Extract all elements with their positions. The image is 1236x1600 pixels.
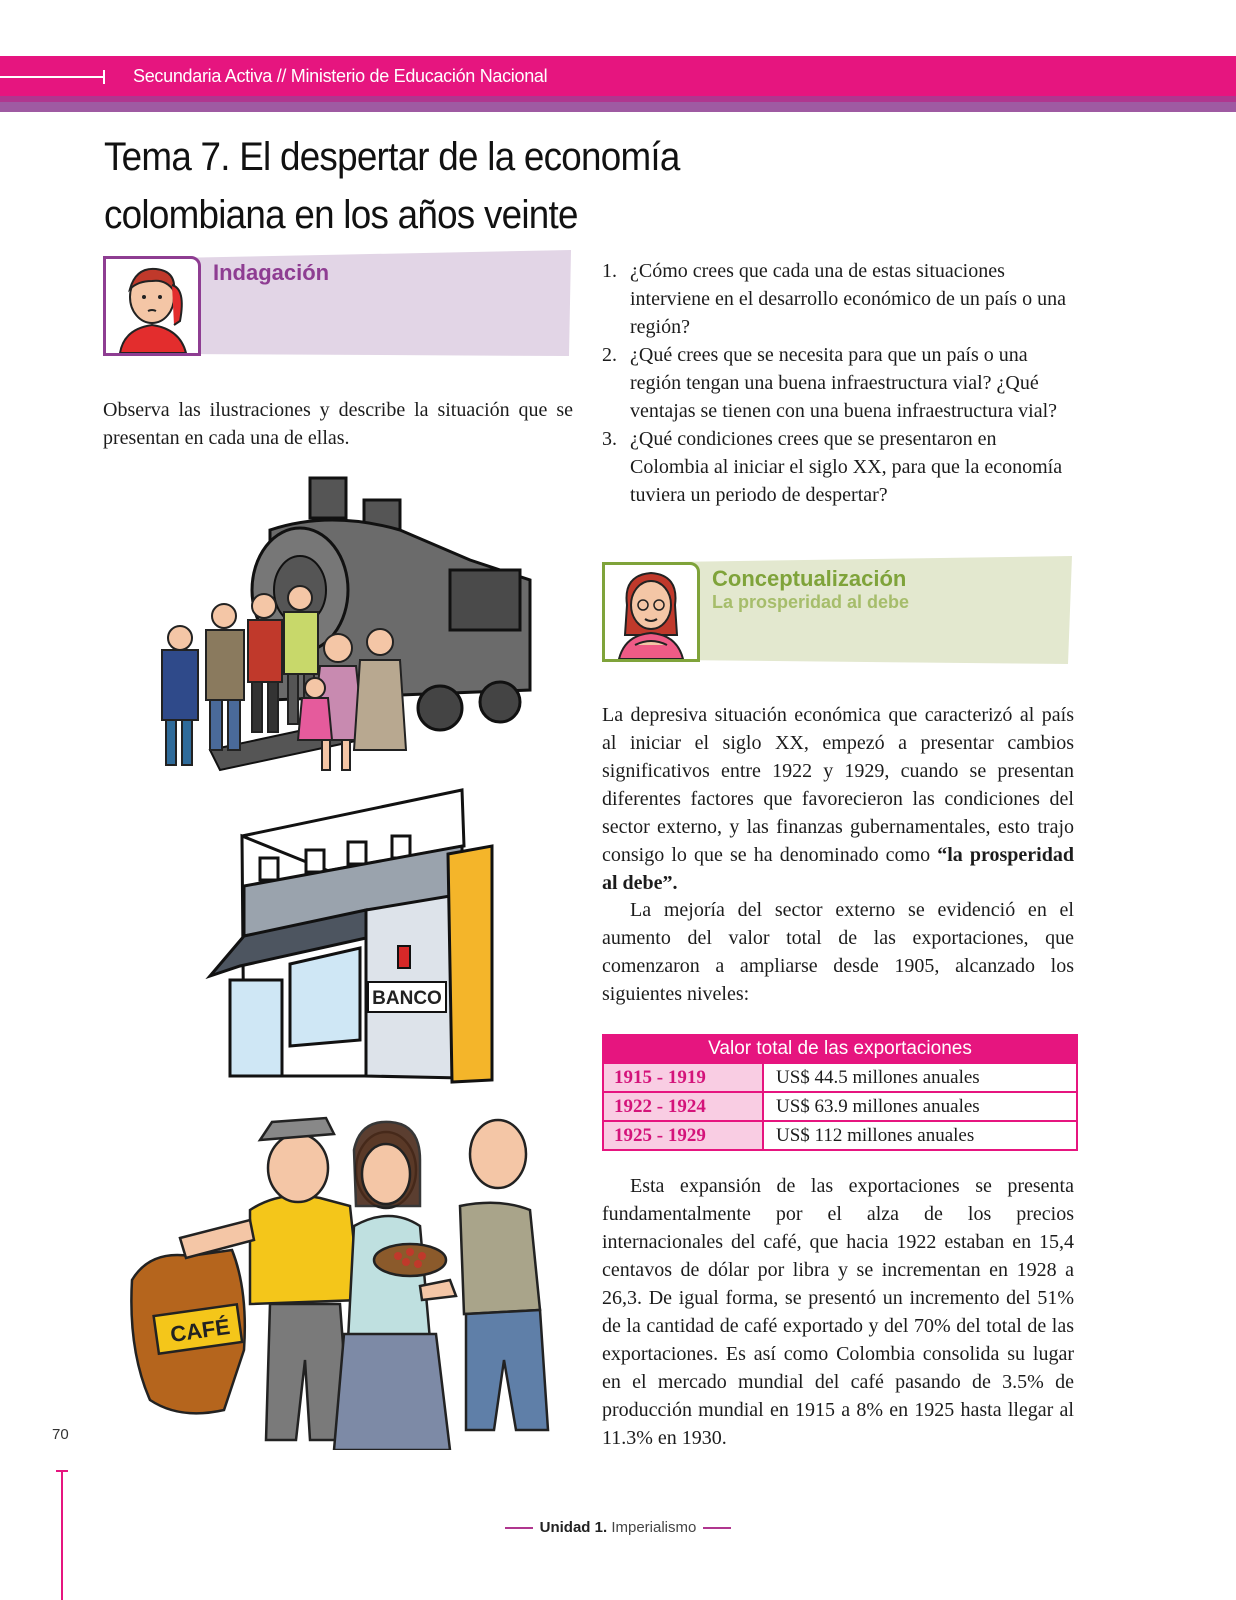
table-row bbox=[604, 1120, 1076, 1149]
questions-list bbox=[602, 257, 1076, 509]
intro-text: Observa las ilustraciones y describe la situación que se presentan en cada una de ellas. bbox=[103, 399, 573, 449]
table-header: Valor total de las exportaciones bbox=[604, 1036, 1076, 1062]
table-row bbox=[604, 1062, 1076, 1091]
bank-sign: BANCO bbox=[372, 988, 442, 1009]
paragraph-2: La mejoría del sector externo se evidenció en el aumento del valor total de las exportaciones, que comenzaron a ampliarse desde 1905, alcanzado los siguientes niveles: bbox=[602, 899, 1074, 1005]
question-item bbox=[602, 257, 1076, 341]
title-line-1: Tema 7. El despertar de la economía bbox=[104, 135, 680, 179]
table-cell-value: US$ 44.5 millones anuales bbox=[776, 1067, 980, 1088]
coffee-illustration bbox=[120, 1110, 560, 1450]
header-text: Secundaria Activa // Ministerio de Educación Nacional bbox=[133, 66, 548, 86]
paragraph-3: Esta expansión de las exportaciones se presenta fundamentalmente por el alza de los precios internacionales del café, que hacia 1922 estaban en 15,4 centavos de dólar por libra y se incrementan en 1928 a 26,3. De igual forma, se presentó un incremento del 51% de la cantidad de café exportado y del 70% del total de las exportaciones. Es así como Colombia consolida su lugar en el mercado mundial del café pasando de 3.5% de producción mundial en 1915 a 8% en 1925 hasta llegar al 11.3% en 1930. bbox=[602, 1175, 1074, 1449]
table-row bbox=[604, 1091, 1076, 1120]
page-number: 70 bbox=[52, 1426, 69, 1443]
question-item bbox=[602, 341, 1076, 425]
conceptualizacion-box bbox=[602, 554, 1074, 666]
header-bar bbox=[0, 56, 1236, 96]
question-number: 1. bbox=[602, 260, 617, 282]
table-cell-period: 1915 - 1919 bbox=[604, 1064, 764, 1091]
teacher-woman-icon bbox=[605, 565, 697, 659]
indagacion-avatar bbox=[103, 256, 201, 356]
question-item bbox=[602, 425, 1076, 509]
question-text: ¿Qué condiciones crees que se presentaron en Colombia al iniciar el siglo XX, para que la economía tuviera un periodo de despertar? bbox=[630, 428, 1063, 506]
header-tick bbox=[103, 70, 105, 84]
table-cell-value: US$ 112 millones anuales bbox=[776, 1125, 975, 1146]
table-cell-value: US$ 63.9 millones anuales bbox=[776, 1096, 980, 1117]
title-line-2: colombiana en los años veinte bbox=[104, 193, 578, 237]
coffee-sack-label: CAFÉ bbox=[168, 1313, 232, 1348]
footer-rule-right bbox=[703, 1527, 731, 1529]
question-number: 3. bbox=[602, 428, 617, 450]
thinking-boy-icon bbox=[106, 259, 198, 353]
paragraph-1-bold: “la prosperidad al debe”. bbox=[602, 844, 1074, 894]
footer-rule-left bbox=[505, 1527, 533, 1529]
footer-subject: Imperialismo bbox=[611, 1519, 697, 1536]
header-rule bbox=[0, 76, 104, 78]
conceptualizacion-label: Conceptualización bbox=[712, 566, 907, 591]
footer-unit: Unidad 1. bbox=[539, 1519, 608, 1536]
conceptualizacion-subtitle: La prosperidad al debe bbox=[712, 592, 910, 612]
train-illustration bbox=[150, 470, 540, 780]
question-text: ¿Cómo crees que cada una de estas situaciones interviene en el desarrollo económico de un país o una región? bbox=[630, 260, 1066, 338]
question-text: ¿Qué crees que se necesita para que un país o una región tengan una buena infraestructura vial? ¿Qué ventajas se tienen con una buena infraestructura vial? bbox=[630, 344, 1058, 422]
indagacion-label: Indagación bbox=[213, 260, 330, 285]
conceptualizacion-avatar bbox=[602, 562, 700, 662]
question-number: 2. bbox=[602, 344, 617, 366]
paragraph-1-text: La depresiva situación económica que caracterizó al país al iniciar el siglo XX, empezó a presentar cambios significativos entre 1922 y 1929, cuando se presentan diferentes factores que favorecieron las condiciones del sector externo, y las finanzas gubernamentales, esto trajo consigo lo que se ha denominado como bbox=[602, 704, 1074, 866]
paragraph-1 bbox=[602, 701, 1074, 897]
indagacion-box bbox=[103, 248, 573, 360]
bank-illustration bbox=[200, 786, 500, 1086]
table-cell-period: 1925 - 1929 bbox=[604, 1122, 764, 1149]
exports-table bbox=[602, 1034, 1078, 1151]
table-cell-period: 1922 - 1924 bbox=[604, 1093, 764, 1120]
page-title bbox=[104, 128, 748, 244]
footer bbox=[0, 1519, 1236, 1536]
header-underline-shadow bbox=[0, 102, 1236, 112]
